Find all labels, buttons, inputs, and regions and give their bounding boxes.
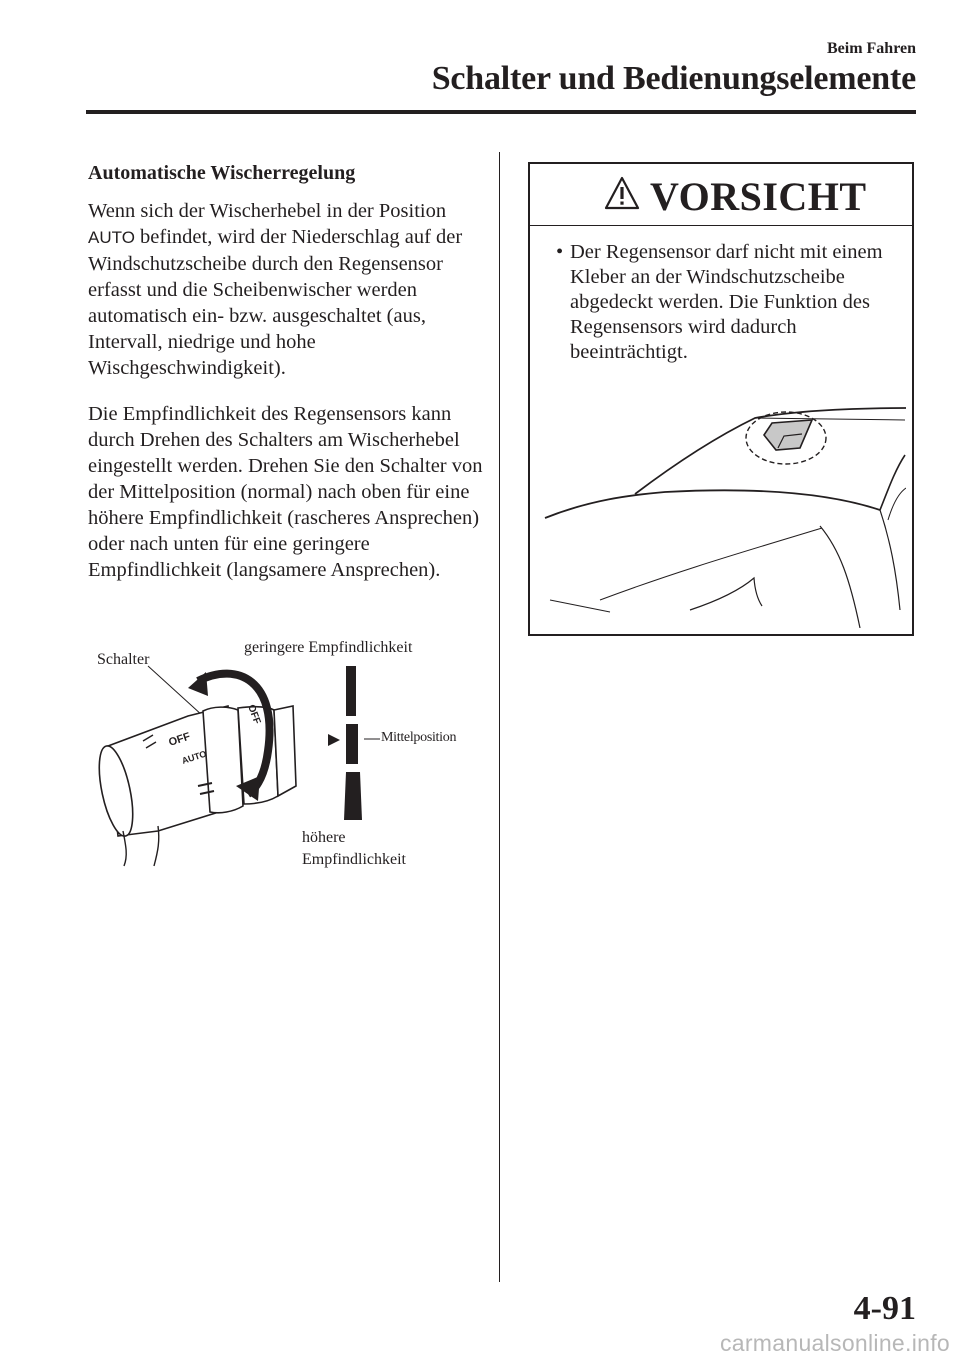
bullet-marker: • [556,241,564,263]
column-divider [499,152,500,1282]
ring-off-text: OFF [245,703,263,726]
section-title: Beim Fahren [826,40,916,57]
caution-body [556,240,886,365]
header-rule [86,110,916,114]
paragraph-text-start: Wenn sich der Wischerhebel in der Position [88,200,447,222]
label-schalter: Schalter [97,651,150,668]
left-column [88,160,488,603]
page-number: 4-91 [853,1290,916,1327]
lever-off-text: OFF [167,730,192,749]
label-middle-position: Mittelposition [381,730,457,745]
wiper-lever-figure [88,636,468,876]
label-lower-sensitivity: geringere Empfindlichkeit [244,639,413,656]
label-higher-sensitivity-1: höhere [302,829,346,846]
lever-auto-text: AUTO [180,748,208,766]
paragraph-auto-mode [88,198,488,381]
caution-title: VORSICHT [650,174,867,219]
wiper-lever-illustration [88,636,468,876]
caution-header [530,164,912,226]
caution-box [528,162,914,636]
warning-triangle-icon [604,176,640,215]
windshield-sensor-illustration [540,400,906,628]
paragraph-sensitivity: Die Empfindlichkeit des Regensensors kann durch Drehen des Schalters am Wischerhebel eingestellt werden. Drehen Sie den Schalter von der Mittelposition (normal) nach oben für eine höhere Empfindlichkeit (rascheres Ansprechen) oder nach unten für eine geringere Empfindlichkeit (langsamere Ansprechen). [88,403,483,581]
auto-position-label: AUTO [88,228,135,247]
watermark: carmanualsonline.info [719,1330,950,1356]
subheading: Automatische Wischerregelung [88,162,356,184]
paragraph-text-end: befindet, wird der Niederschlag auf der Windschutzscheibe durch den Regensensor erfasst und die Scheibenwischer werden automatisch ein- bzw. ausgeschaltet (aus, Intervall, niedrige und hohe Wischgeschwindigkeit). [88,226,463,379]
chapter-title: Schalter und Bedienungselemente [431,60,916,97]
label-higher-sensitivity-2: Empfindlichkeit [302,851,406,868]
caution-text: Der Regensensor darf nicht mit einem Kleber an der Windschutzscheibe abgedeckt werden. Die Funktion des Regensensors wird dadurch beeinträchtigt. [570,241,883,363]
